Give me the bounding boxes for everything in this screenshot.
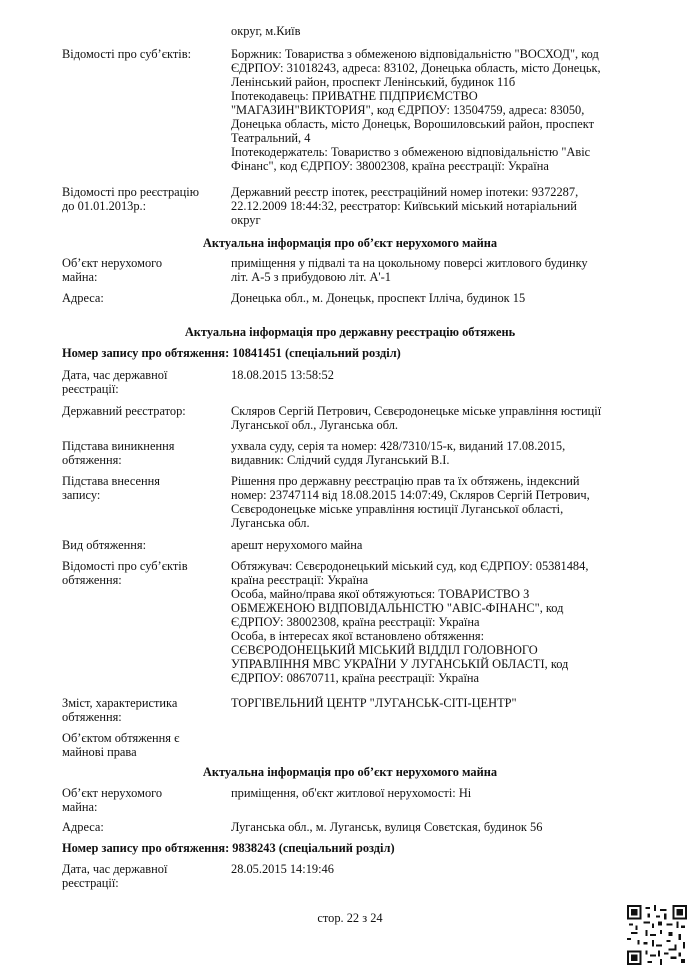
value-line: округ bbox=[231, 213, 261, 227]
field-label bbox=[62, 185, 222, 213]
page-number: стор. 22 з 24 bbox=[317, 911, 383, 925]
field-label bbox=[62, 404, 222, 418]
label-line: Об’єкт нерухомого bbox=[62, 256, 163, 270]
field-label bbox=[62, 786, 222, 814]
label-line: обтяження: bbox=[62, 453, 122, 467]
field-label bbox=[62, 47, 222, 61]
field-label bbox=[62, 538, 222, 552]
value-line: Скляров Сергій Петрович, Сєвєродонецьке міське управління юстиції bbox=[231, 404, 602, 418]
label-line: Зміст, характеристика bbox=[62, 696, 178, 710]
label-line: реєстрації: bbox=[62, 382, 119, 396]
section-heading: Актуальна інформація про об’єкт нерухомого майна bbox=[202, 765, 498, 779]
label-line: до 01.01.2013р.: bbox=[62, 199, 147, 213]
field-label bbox=[62, 291, 222, 305]
value-line: номер: 23747114 від 18.08.2015 14:07:49, Скляров Сергій Петрович, bbox=[231, 488, 590, 502]
value-line: Боржник: Товариства з обмеженою відповідальністю "ВОСХОД", код bbox=[231, 47, 599, 61]
value-line: ЄДРПОУ: 08670711, країна реєстрації: Україна bbox=[231, 671, 480, 685]
value-line: Луганської обл., Луганська обл. bbox=[231, 418, 398, 432]
field-value bbox=[231, 820, 666, 834]
value-line: Особа, майно/права якої обтяжуються: ТОВАРИСТВО З bbox=[231, 587, 530, 601]
label-line: Дата, час державної bbox=[62, 368, 168, 382]
label-line: Дата, час державної bbox=[62, 862, 168, 876]
value-line: літ. А-5 з прибудовою літ. А'-1 bbox=[231, 270, 391, 284]
value-line: країна реєстрації: Україна bbox=[231, 573, 369, 587]
value-line: Фінанс", код ЄДРПОУ: 38002308, країна реєстрації: Україна bbox=[231, 159, 549, 173]
label-line: Адреса: bbox=[62, 820, 104, 834]
label-line: Адреса: bbox=[62, 291, 104, 305]
label-line: Відомості про суб’єктів bbox=[62, 559, 188, 573]
value-line: округ, м.Київ bbox=[231, 24, 301, 38]
value-line: Обтяжувач: Сєвєродонецький міський суд, код ЄДРПОУ: 05381484, bbox=[231, 559, 589, 573]
label-line: запису: bbox=[62, 488, 101, 502]
record-number-heading: Номер запису про обтяження: 9838243 (спеціальний розділ) bbox=[62, 841, 395, 855]
label-line: обтяження: bbox=[62, 573, 122, 587]
label-line: Відомості про реєстрацію bbox=[62, 185, 199, 199]
value-line: Театральний, 4 bbox=[231, 131, 311, 145]
value-line: 22.12.2009 18:44:32, реєстратор: Київський міський нотаріальний bbox=[231, 199, 577, 213]
value-line: Сєвєродонецьке міське управління юстиції Луганської області, bbox=[231, 502, 564, 516]
field-label bbox=[62, 559, 222, 587]
value-line: ЄДРПОУ: 38002308, країна реєстрації: Україна bbox=[231, 615, 480, 629]
field-value bbox=[231, 256, 666, 284]
value-line: Луганська обл. bbox=[231, 516, 310, 530]
field-value bbox=[231, 439, 666, 467]
value-line: приміщення, об'єкт житлової нерухомості: Ні bbox=[231, 786, 472, 800]
value-line: арешт нерухомого майна bbox=[231, 538, 363, 552]
value-line: Державний реєстр іпотек, реєстраційний номер іпотеки: 9372287, bbox=[231, 185, 579, 199]
section-heading: Актуальна інформація про об’єкт нерухомого майна bbox=[202, 236, 498, 250]
label-line: майнові права bbox=[62, 745, 137, 759]
field-value bbox=[231, 47, 666, 173]
value-line: приміщення у підвалі та на цокольному поверсі житлового будинку bbox=[231, 256, 588, 270]
field-label bbox=[62, 862, 222, 890]
value-line: 28.05.2015 14:19:46 bbox=[231, 862, 334, 876]
value-line: ОБМЕЖЕНОЮ ВІДПОВІДАЛЬНІСТЮ "АВІС-ФІНАНС", код bbox=[231, 601, 564, 615]
field-label bbox=[62, 474, 222, 502]
label-line: Підстава внесення bbox=[62, 474, 160, 488]
value-line: Іпотекодержатель: Товариство з обмеженою відповідальністю "Авіс bbox=[231, 145, 591, 159]
value-line: Луганська обл., м. Луганськ, вулиця Совєтская, будинок 56 bbox=[231, 820, 543, 834]
value-line: видавник: Слідчий суддя Луганський В.І. bbox=[231, 453, 450, 467]
value-line: ТОРГІВЕЛЬНИЙ ЦЕНТР "ЛУГАНСЬК-СІТІ-ЦЕНТР" bbox=[231, 696, 517, 710]
field-value bbox=[231, 538, 666, 552]
field-value bbox=[231, 185, 666, 227]
field-label bbox=[62, 256, 222, 284]
field-label bbox=[62, 439, 222, 467]
value-line: Іпотекодавець: ПРИВАТНЕ ПІДПРИЄМСТВО bbox=[231, 89, 478, 103]
field-label bbox=[62, 731, 222, 759]
label-line: обтяження: bbox=[62, 710, 122, 724]
value-line: СЄВЄРОДОНЕЦЬКИЙ МІСЬКИЙ ВІДДІЛ ГОЛОВНОГО bbox=[231, 643, 538, 657]
value-line: Особа, в інтересах якої встановлено обтяження: bbox=[231, 629, 485, 643]
value-line: ухвала суду, серія та номер: 428/7310/15-к, виданий 17.08.2015, bbox=[231, 439, 566, 453]
value-line: Донецька область, місто Донецьк, Ворошиловський район, проспект bbox=[231, 117, 595, 131]
field-label bbox=[62, 820, 222, 834]
value-line: Рішення про державну реєстрацію прав та їх обтяжень, індексний bbox=[231, 474, 580, 488]
label-line: Державний реєстратор: bbox=[62, 404, 186, 418]
field-value bbox=[231, 862, 666, 876]
field-value bbox=[231, 368, 666, 382]
label-line: Об’єктом обтяження є bbox=[62, 731, 180, 745]
label-line: Відомості про суб’єктів: bbox=[62, 47, 192, 61]
value-line: Донецька обл., м. Донецьк, проспект Ілліча, будинок 15 bbox=[231, 291, 526, 305]
field-value bbox=[231, 786, 666, 800]
field-value bbox=[231, 696, 666, 710]
field-label bbox=[62, 368, 222, 396]
qr-code-icon bbox=[627, 905, 687, 965]
label-line: Підстава виникнення bbox=[62, 439, 175, 453]
field-label bbox=[62, 696, 222, 724]
section-heading: Актуальна інформація про державну реєстрацію обтяжень bbox=[184, 325, 516, 339]
record-number-heading: Номер запису про обтяження: 10841451 (спеціальний розділ) bbox=[62, 346, 401, 360]
value-line: УПРАВЛІННЯ МВС УКРАЇНИ У ЛУГАНСЬКІЙ ОБЛАСТІ, код bbox=[231, 657, 569, 671]
value-line: 18.08.2015 13:58:52 bbox=[231, 368, 334, 382]
field-value bbox=[231, 559, 666, 685]
field-value bbox=[231, 474, 666, 530]
label-line: Вид обтяження: bbox=[62, 538, 147, 552]
field-value bbox=[231, 404, 666, 432]
label-line: Об’єкт нерухомого bbox=[62, 786, 163, 800]
label-line: майна: bbox=[62, 270, 98, 284]
field-value bbox=[231, 291, 666, 305]
value-line: "МАГАЗИН"ВИКТОРИЯ", код ЄДРПОУ: 13504759, адреса: 83050, bbox=[231, 103, 585, 117]
value-line: ЄДРПОУ: 31018243, адреса: 83102, Донецька область, місто Донецьк, bbox=[231, 61, 601, 75]
label-line: майна: bbox=[62, 800, 98, 814]
label-line: реєстрації: bbox=[62, 876, 119, 890]
value-line: Ленінський район, проспект Ленінський, будинок 11б bbox=[231, 75, 516, 89]
